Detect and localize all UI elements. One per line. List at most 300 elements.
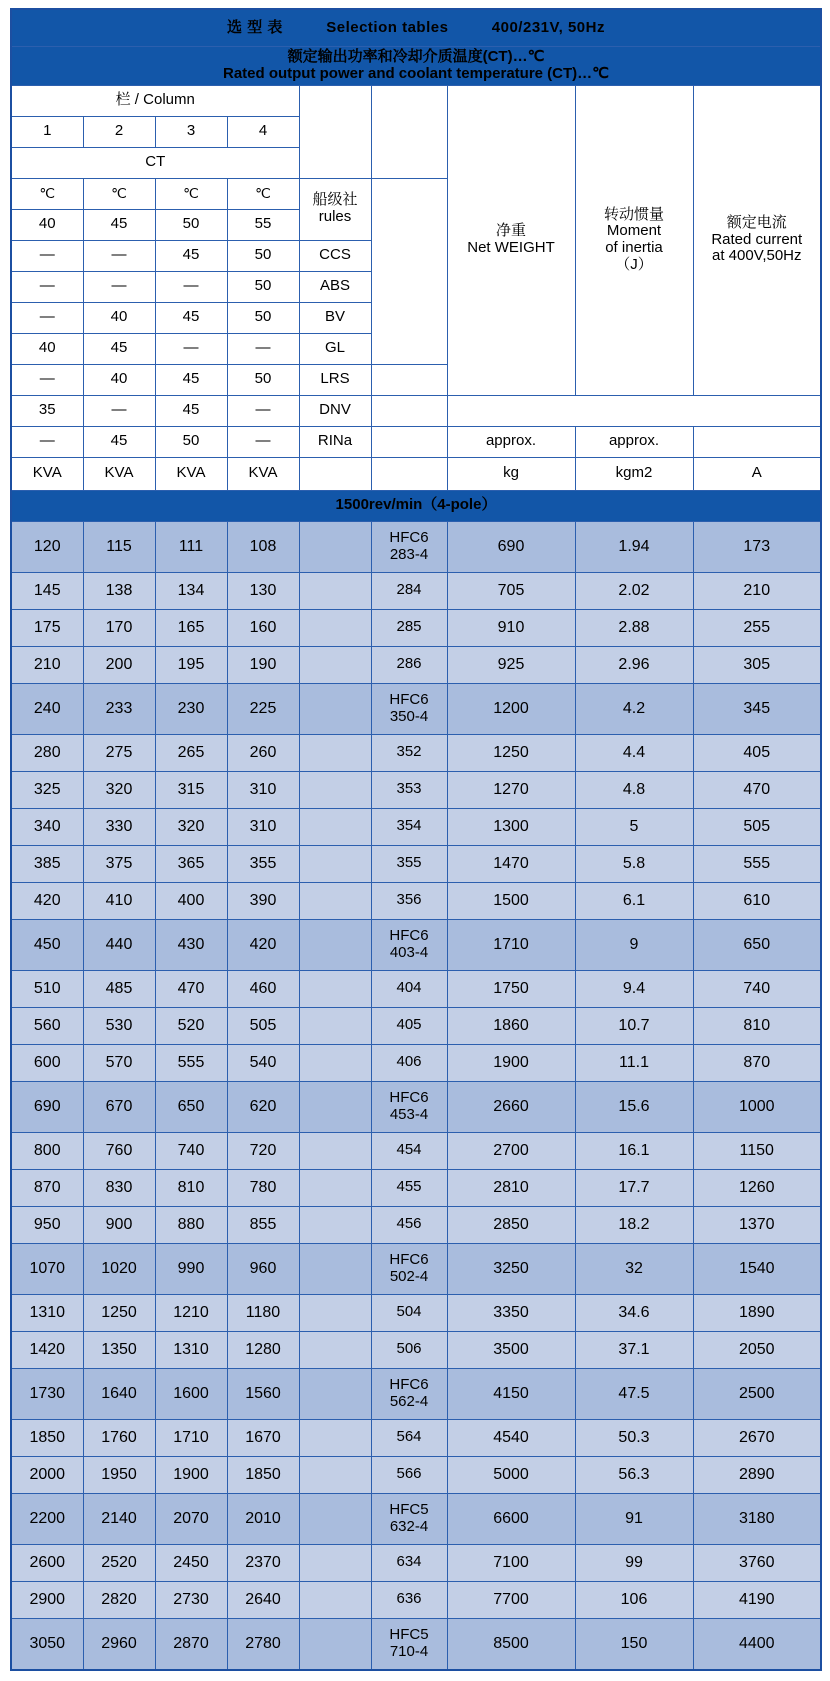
cell-column-3: 265: [155, 734, 227, 771]
cell-net-weight: 1900: [447, 1044, 575, 1081]
table-row: [11, 1544, 821, 1581]
cell-empty: [299, 1456, 371, 1493]
table-row: [11, 1331, 821, 1368]
table-row: [11, 1243, 821, 1294]
cell-empty: [299, 1243, 371, 1294]
section-band-row: [11, 490, 821, 521]
cell-rated-current: 4400: [693, 1618, 821, 1670]
cell-rated-current: 210: [693, 572, 821, 609]
cell-model: 506: [371, 1331, 447, 1368]
table-row: [11, 882, 821, 919]
unit-kva-1: KVA: [11, 457, 83, 490]
cell-empty: [299, 1544, 371, 1581]
column-number-1: 1: [11, 116, 83, 147]
ct-label: CT: [11, 147, 299, 178]
cell-moment-of-inertia: 4.2: [575, 683, 693, 734]
cell-rated-current: 255: [693, 609, 821, 646]
cell-moment-of-inertia: 91: [575, 1493, 693, 1544]
net-weight-cn: 净重: [495, 222, 526, 240]
cell-empty: [299, 1169, 371, 1206]
cell-empty: [299, 1581, 371, 1618]
table-row: [11, 1206, 821, 1243]
cell-column-4: 620: [227, 1081, 299, 1132]
cell-column-1: 2000: [11, 1456, 83, 1493]
cell-empty: [299, 771, 371, 808]
table-row: [11, 1007, 821, 1044]
cell-column-1: 175: [11, 609, 83, 646]
cell-moment-of-inertia: 56.3: [575, 1456, 693, 1493]
cell-model: 284: [371, 572, 447, 609]
cell-net-weight: 2810: [447, 1169, 575, 1206]
cell-rated-current: 870: [693, 1044, 821, 1081]
cell-rated-current: 1540: [693, 1243, 821, 1294]
cell-empty: [299, 882, 371, 919]
cell-column-4: 160: [227, 609, 299, 646]
cell-column-3: 2730: [155, 1581, 227, 1618]
cell-rated-current: 1150: [693, 1132, 821, 1169]
cell-column-1: 1730: [11, 1368, 83, 1419]
cell-model: HFC6 283-4: [371, 521, 447, 572]
rule-c2: —: [83, 240, 155, 271]
table-row: [11, 521, 821, 572]
cell-column-4: 540: [227, 1044, 299, 1081]
rule-c1: 40: [11, 209, 83, 240]
table-row: [11, 572, 821, 609]
rule-c4: —: [227, 333, 299, 364]
cell-column-3: 320: [155, 808, 227, 845]
cell-net-weight: 4540: [447, 1419, 575, 1456]
cell-column-3: 2870: [155, 1618, 227, 1670]
cell-moment-of-inertia: 1.94: [575, 521, 693, 572]
moment-en2: of inertia: [605, 239, 663, 257]
cell-moment-of-inertia: 2.02: [575, 572, 693, 609]
cell-column-2: 570: [83, 1044, 155, 1081]
title-row: [11, 9, 821, 47]
cell-model: 354: [371, 808, 447, 845]
cell-column-1: 800: [11, 1132, 83, 1169]
cell-column-3: 1210: [155, 1294, 227, 1331]
cell-column-4: 960: [227, 1243, 299, 1294]
rated-current-header: [693, 85, 821, 395]
cell-rated-current: 2050: [693, 1331, 821, 1368]
cell-column-1: 950: [11, 1206, 83, 1243]
cell-column-4: 310: [227, 808, 299, 845]
moment-header: [575, 85, 693, 395]
rule-c3: 50: [155, 209, 227, 240]
cell-empty: [299, 572, 371, 609]
cell-column-3: 1600: [155, 1368, 227, 1419]
cell-column-3: 195: [155, 646, 227, 683]
cell-column-2: 670: [83, 1081, 155, 1132]
cell-moment-of-inertia: 2.96: [575, 646, 693, 683]
cell-net-weight: 2850: [447, 1206, 575, 1243]
cell-moment-of-inertia: 99: [575, 1544, 693, 1581]
cell-rated-current: 650: [693, 919, 821, 970]
rule-c4: 50: [227, 240, 299, 271]
rule-name: CCS: [299, 240, 371, 271]
cell-column-1: 280: [11, 734, 83, 771]
cell-column-1: 560: [11, 1007, 83, 1044]
cell-column-3: 365: [155, 845, 227, 882]
cell-column-1: 3050: [11, 1618, 83, 1670]
cell-column-2: 2960: [83, 1618, 155, 1670]
cell-column-3: 134: [155, 572, 227, 609]
cell-column-4: 505: [227, 1007, 299, 1044]
cell-empty: [299, 970, 371, 1007]
cell-empty: [299, 845, 371, 882]
cell-column-4: 2640: [227, 1581, 299, 1618]
cell-column-1: 1310: [11, 1294, 83, 1331]
subtitle-en: Rated output power and coolant temperature (CT)…℃: [222, 64, 610, 82]
moment-cn: 转动惯量: [603, 205, 664, 223]
cell-column-1: 1850: [11, 1419, 83, 1456]
cell-column-3: 165: [155, 609, 227, 646]
cell-moment-of-inertia: 10.7: [575, 1007, 693, 1044]
cell-rated-current: 2500: [693, 1368, 821, 1419]
cell-column-3: 740: [155, 1132, 227, 1169]
moment-en3: （J）: [615, 255, 653, 273]
table-row: [11, 1169, 821, 1206]
cell-moment-of-inertia: 50.3: [575, 1419, 693, 1456]
cell-column-2: 115: [83, 521, 155, 572]
table-row: [11, 683, 821, 734]
rule-name: LRS: [299, 364, 371, 395]
section-band-label: 1500rev/min（4-pole）: [11, 490, 821, 521]
cell-column-2: 233: [83, 683, 155, 734]
cell-column-4: 108: [227, 521, 299, 572]
net-weight-en: Net WEIGHT: [467, 239, 555, 257]
cell-model: 352: [371, 734, 447, 771]
units-row: [11, 457, 821, 490]
rule-name: BV: [299, 302, 371, 333]
cell-column-4: 355: [227, 845, 299, 882]
cell-rated-current: 610: [693, 882, 821, 919]
degree-1: ℃: [11, 178, 83, 209]
cell-column-3: 2070: [155, 1493, 227, 1544]
cell-empty: [299, 1044, 371, 1081]
cell-column-2: 1640: [83, 1368, 155, 1419]
cell-model: 355: [371, 845, 447, 882]
cell-empty: [299, 1007, 371, 1044]
rule-c1: —: [11, 240, 83, 271]
subtitle-cn: 额定输出功率和冷却介质温度(CT)…℃: [287, 48, 545, 65]
rule-c1: 35: [11, 395, 83, 426]
cell-column-2: 2820: [83, 1581, 155, 1618]
cell-moment-of-inertia: 6.1: [575, 882, 693, 919]
table-row: [11, 771, 821, 808]
cell-moment-of-inertia: 32: [575, 1243, 693, 1294]
cell-model: HFC6 453-4: [371, 1081, 447, 1132]
cell-empty: [299, 683, 371, 734]
cell-column-3: 880: [155, 1206, 227, 1243]
table-row: [11, 808, 821, 845]
cell-column-2: 530: [83, 1007, 155, 1044]
cell-net-weight: 1250: [447, 734, 575, 771]
table-row: [11, 646, 821, 683]
class-rules-cn: 船级社: [312, 191, 358, 209]
cell-model: HFC6 502-4: [371, 1243, 447, 1294]
cell-rated-current: 1890: [693, 1294, 821, 1331]
cell-moment-of-inertia: 37.1: [575, 1331, 693, 1368]
cell-rated-current: 740: [693, 970, 821, 1007]
cell-moment-of-inertia: 5.8: [575, 845, 693, 882]
title-cn: 选 型 表: [227, 18, 283, 36]
cell-empty: [299, 734, 371, 771]
cell-column-1: 870: [11, 1169, 83, 1206]
cell-empty: [299, 1331, 371, 1368]
rule-c3: —: [155, 333, 227, 364]
unit-kva-4: KVA: [227, 457, 299, 490]
cell-rated-current: 305: [693, 646, 821, 683]
rule-c2: 40: [83, 364, 155, 395]
cell-empty: [299, 1419, 371, 1456]
cell-empty: [299, 609, 371, 646]
cell-empty: [299, 1294, 371, 1331]
cell-column-2: 1020: [83, 1243, 155, 1294]
table-row: [11, 1581, 821, 1618]
cell-column-4: 310: [227, 771, 299, 808]
rule-c4: 50: [227, 364, 299, 395]
cell-empty: [299, 1618, 371, 1670]
cell-net-weight: 4150: [447, 1368, 575, 1419]
subtitle-cell: [11, 47, 821, 86]
cell-moment-of-inertia: 34.6: [575, 1294, 693, 1331]
cell-empty: [299, 1368, 371, 1419]
cell-column-1: 325: [11, 771, 83, 808]
column-number-2: 2: [83, 116, 155, 147]
cell-column-3: 230: [155, 683, 227, 734]
rule-c1: —: [11, 426, 83, 457]
rule-c4: 55: [227, 209, 299, 240]
selection-table: [10, 8, 822, 1671]
cell-column-2: 1950: [83, 1456, 155, 1493]
class-rules-en: rules: [318, 208, 352, 226]
cell-model: 286: [371, 646, 447, 683]
cell-column-1: 450: [11, 919, 83, 970]
cell-net-weight: 2660: [447, 1081, 575, 1132]
rules-row: [11, 395, 821, 426]
rule-c2: —: [83, 271, 155, 302]
rule-c3: 45: [155, 364, 227, 395]
current-en2: at 400V,50Hz: [711, 247, 802, 265]
table-row: [11, 1493, 821, 1544]
cell-model: HFC5 710-4: [371, 1618, 447, 1670]
cell-column-3: 111: [155, 521, 227, 572]
cell-column-2: 138: [83, 572, 155, 609]
cell-net-weight: 1500: [447, 882, 575, 919]
cell-moment-of-inertia: 11.1: [575, 1044, 693, 1081]
cell-column-2: 485: [83, 970, 155, 1007]
cell-model: HFC6 403-4: [371, 919, 447, 970]
cell-net-weight: 6600: [447, 1493, 575, 1544]
cell-moment-of-inertia: 9: [575, 919, 693, 970]
rule-name: ABS: [299, 271, 371, 302]
cell-column-1: 600: [11, 1044, 83, 1081]
cell-column-3: 810: [155, 1169, 227, 1206]
cell-net-weight: 1470: [447, 845, 575, 882]
inertia-approx: approx.: [575, 426, 693, 457]
cell-moment-of-inertia: 150: [575, 1618, 693, 1670]
cell-column-2: 2140: [83, 1493, 155, 1544]
cell-column-3: 315: [155, 771, 227, 808]
table-row: [11, 734, 821, 771]
degree-2: ℃: [83, 178, 155, 209]
cell-empty: [299, 1206, 371, 1243]
cell-net-weight: 925: [447, 646, 575, 683]
cell-column-4: 1280: [227, 1331, 299, 1368]
cell-empty: [299, 521, 371, 572]
cell-empty: [299, 808, 371, 845]
cell-model: 353: [371, 771, 447, 808]
cell-moment-of-inertia: 17.7: [575, 1169, 693, 1206]
cell-moment-of-inertia: 5: [575, 808, 693, 845]
cell-net-weight: 1710: [447, 919, 575, 970]
cell-column-4: 1180: [227, 1294, 299, 1331]
table-row: [11, 1618, 821, 1670]
table-row: [11, 1132, 821, 1169]
cell-column-4: 2780: [227, 1618, 299, 1670]
class-rules-header: [299, 178, 371, 240]
cell-column-3: 555: [155, 1044, 227, 1081]
cell-column-3: 650: [155, 1081, 227, 1132]
cell-column-4: 2370: [227, 1544, 299, 1581]
cell-net-weight: 705: [447, 572, 575, 609]
cell-column-3: 990: [155, 1243, 227, 1294]
column-number-3: 3: [155, 116, 227, 147]
cell-model: 566: [371, 1456, 447, 1493]
cell-model: HFC6 350-4: [371, 683, 447, 734]
cell-rated-current: 345: [693, 683, 821, 734]
rule-name: DNV: [299, 395, 371, 426]
net-weight-header: [447, 85, 575, 395]
cell-rated-current: 2670: [693, 1419, 821, 1456]
cell-column-4: 855: [227, 1206, 299, 1243]
moment-en1: Moment: [606, 222, 662, 240]
table-row: [11, 1081, 821, 1132]
rule-c3: 50: [155, 426, 227, 457]
rule-c1: —: [11, 271, 83, 302]
cell-empty: [299, 1081, 371, 1132]
cell-column-3: 2450: [155, 1544, 227, 1581]
rule-c2: 45: [83, 426, 155, 457]
cell-column-1: 1420: [11, 1331, 83, 1368]
cell-rated-current: 405: [693, 734, 821, 771]
cell-net-weight: 910: [447, 609, 575, 646]
cell-column-2: 320: [83, 771, 155, 808]
table-row: [11, 845, 821, 882]
cell-model: 564: [371, 1419, 447, 1456]
rule-c1: 40: [11, 333, 83, 364]
cell-column-4: 1850: [227, 1456, 299, 1493]
table-title-cell: [11, 9, 821, 47]
table-row: [11, 1294, 821, 1331]
cell-column-2: 170: [83, 609, 155, 646]
spacer-col-b3: [371, 426, 447, 457]
current-approx-blank: [693, 426, 821, 457]
cell-model: 456: [371, 1206, 447, 1243]
cell-rated-current: 810: [693, 1007, 821, 1044]
cell-model: 285: [371, 609, 447, 646]
cell-moment-of-inertia: 15.6: [575, 1081, 693, 1132]
cell-net-weight: 690: [447, 521, 575, 572]
cell-column-3: 1710: [155, 1419, 227, 1456]
cell-net-weight: 7700: [447, 1581, 575, 1618]
cell-model: 636: [371, 1581, 447, 1618]
rule-c2: 40: [83, 302, 155, 333]
cell-model: 356: [371, 882, 447, 919]
degree-4: ℃: [227, 178, 299, 209]
table-row: [11, 919, 821, 970]
cell-net-weight: 3350: [447, 1294, 575, 1331]
rules-header-spacer: [299, 85, 371, 178]
cell-empty: [299, 1132, 371, 1169]
rule-c1: —: [11, 364, 83, 395]
rule-c3: 45: [155, 240, 227, 271]
spacer-col-b2: [371, 395, 447, 426]
title-en: Selection tables: [326, 18, 449, 36]
cell-column-2: 1760: [83, 1419, 155, 1456]
cell-column-2: 200: [83, 646, 155, 683]
cell-net-weight: 1860: [447, 1007, 575, 1044]
cell-model: 634: [371, 1544, 447, 1581]
cell-rated-current: 2890: [693, 1456, 821, 1493]
cell-column-4: 190: [227, 646, 299, 683]
cell-column-1: 210: [11, 646, 83, 683]
cell-net-weight: 1200: [447, 683, 575, 734]
cell-moment-of-inertia: 2.88: [575, 609, 693, 646]
data-rows-body: [11, 521, 821, 1670]
cell-column-2: 2520: [83, 1544, 155, 1581]
cell-moment-of-inertia: 18.2: [575, 1206, 693, 1243]
current-cn: 额定电流: [726, 213, 787, 231]
rules-row: [11, 426, 821, 457]
cell-rated-current: 1370: [693, 1206, 821, 1243]
cell-net-weight: 1750: [447, 970, 575, 1007]
cell-empty: [299, 646, 371, 683]
cell-rated-current: 505: [693, 808, 821, 845]
cell-model: 405: [371, 1007, 447, 1044]
cell-column-4: 1670: [227, 1419, 299, 1456]
unit-kva-2: KVA: [83, 457, 155, 490]
unit-rules-blank: [299, 457, 371, 490]
cell-column-3: 1900: [155, 1456, 227, 1493]
cell-column-4: 390: [227, 882, 299, 919]
cell-column-3: 520: [155, 1007, 227, 1044]
unit-kg: kg: [447, 457, 575, 490]
cell-net-weight: 5000: [447, 1456, 575, 1493]
cell-column-3: 400: [155, 882, 227, 919]
cell-column-1: 340: [11, 808, 83, 845]
cell-net-weight: 2700: [447, 1132, 575, 1169]
cell-model: HFC6 562-4: [371, 1368, 447, 1419]
cell-rated-current: 470: [693, 771, 821, 808]
cell-model: 454: [371, 1132, 447, 1169]
cell-model: 404: [371, 970, 447, 1007]
table-row: [11, 1419, 821, 1456]
column-label: 栏 / Column: [11, 85, 299, 116]
rule-c4: 50: [227, 302, 299, 333]
cell-column-4: 460: [227, 970, 299, 1007]
rule-name: RINa: [299, 426, 371, 457]
cell-column-2: 760: [83, 1132, 155, 1169]
cell-rated-current: 3180: [693, 1493, 821, 1544]
cell-rated-current: 3760: [693, 1544, 821, 1581]
cell-net-weight: 1300: [447, 808, 575, 845]
cell-model: 406: [371, 1044, 447, 1081]
cell-column-4: 1560: [227, 1368, 299, 1419]
unit-spacer-blank: [371, 457, 447, 490]
cell-column-2: 410: [83, 882, 155, 919]
